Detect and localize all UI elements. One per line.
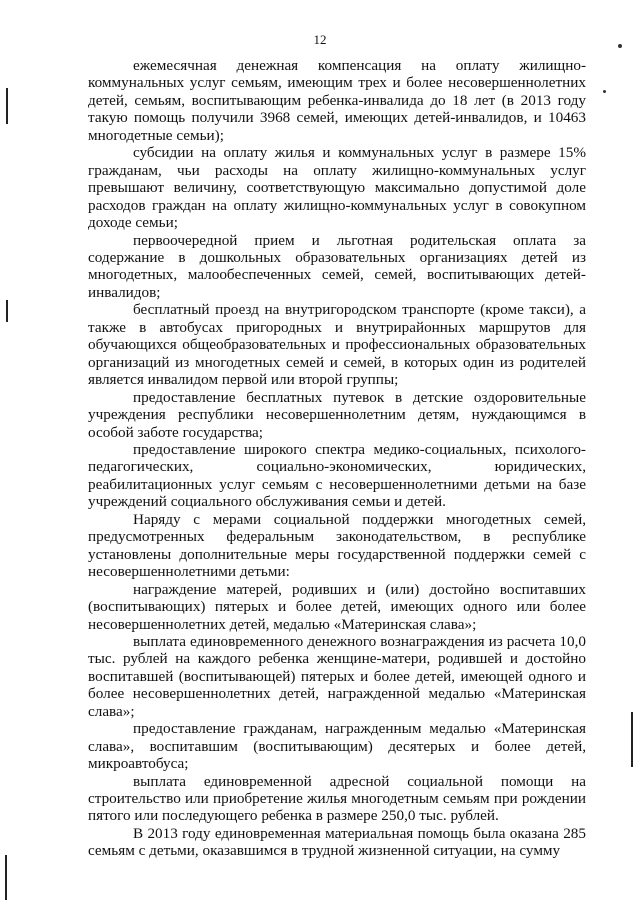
document-body — [88, 57, 586, 860]
paragraph-housing-subsidies: субсидии на оплату жилья и коммунальных услуг в размере 15% гражданам, чьи расходы на оплату жилищно-коммунальных услуг превышают величину, соответствующую максимально допустимой доле расходов граждан на оплату жилищно-коммунальных услуг в совокупном доходе семьи; — [88, 144, 586, 232]
paragraph-free-transport: бесплатный проезд на внутригородском транспорте (кроме такси), а также в автобусах пригородных и внутрирайонных маршрутов для обучающихся общеобразовательных и профессиональных образовательных организаций из многодетных семей и семей, в которых один из родителей является инвалидом первой или второй группы; — [88, 301, 586, 389]
paragraph-housing-assistance: выплата единовременной адресной социальной помощи на строительство или приобретение жилья многодетным семьям при рождении пятого или последующего ребенка в размере 250,0 тыс. рублей. — [88, 772, 586, 825]
scan-mark-left-bottom — [5, 855, 7, 900]
paragraph-minibus: предоставление гражданам, награжденным медалью «Материнская слава», воспитавшим (воспитывающим) десятерых и более детей, микроавтобуса; — [88, 720, 586, 773]
paragraph-preschool-admission: первоочередной прием и льготная родительская оплата за содержание в дошкольных образовательных организациях детей из многодетных, малообеспеченных семей, семей, воспитывающих детей-инвалидов; — [88, 231, 586, 301]
paragraph-additional-measures-intro: Наряду с мерами социальной поддержки многодетных семей, предусмотренных федеральным законодательством, в республике установлены дополнительные меры государственной поддержки семей с несовершеннолетними детьми: — [88, 510, 586, 581]
paragraph-lump-sum-award: выплата единовременного денежного вознаграждения из расчета 10,0 тыс. рублей на каждого ребенка женщине-матери, родившей и достойно воспитавшей (воспитывающей) пятерых и более детей, имеющей одного и более несовершеннолетних детей, награжденной медалью «Материнская слава»; — [88, 632, 586, 720]
scan-mark-left-middle — [6, 300, 8, 322]
scan-speck-right — [603, 90, 606, 93]
paragraph-material-aid-2013: В 2013 году единовременная материальная помощь была оказана 285 семьям с детьми, оказавшимся в трудной жизненной ситуации, на сумму — [88, 824, 586, 860]
scan-mark-right-edge — [631, 712, 633, 767]
paragraph-health-vouchers: предоставление бесплатных путевок в детские оздоровительные учреждения республики несовершеннолетним детям, нуждающимся в особой заботе государства; — [88, 388, 586, 441]
scan-speck-top-right — [618, 44, 622, 48]
page-number: 12 — [313, 32, 327, 47]
paragraph-maternal-glory-medal: награждение матерей, родивших и (или) достойно воспитавших (воспитывающих) пятерых и более детей, имеющих одного или более несовершеннолетних детей, медалью «Материнская слава»; — [88, 580, 586, 633]
paragraph-monthly-compensation: ежемесячная денежная компенсация на оплату жилищно-коммунальных услуг семьям, имеющим трех и более несовершеннолетних детей, семьям, воспитывающим ребенка-инвалида до 18 лет (в 2013 году такую помощь получили 3968 семей, имеющих детей-инвалидов, и 10463 многодетные семьи); — [88, 57, 586, 144]
scan-mark-left-top — [6, 88, 8, 124]
paragraph-social-services: предоставление широкого спектра медико-социальных, психолого-педагогических, социально-экономических, юридических, реабилитационных услуг семьям с несовершеннолетними детьми на базе учреждений социального обслуживания семьи и детей. — [88, 440, 586, 511]
